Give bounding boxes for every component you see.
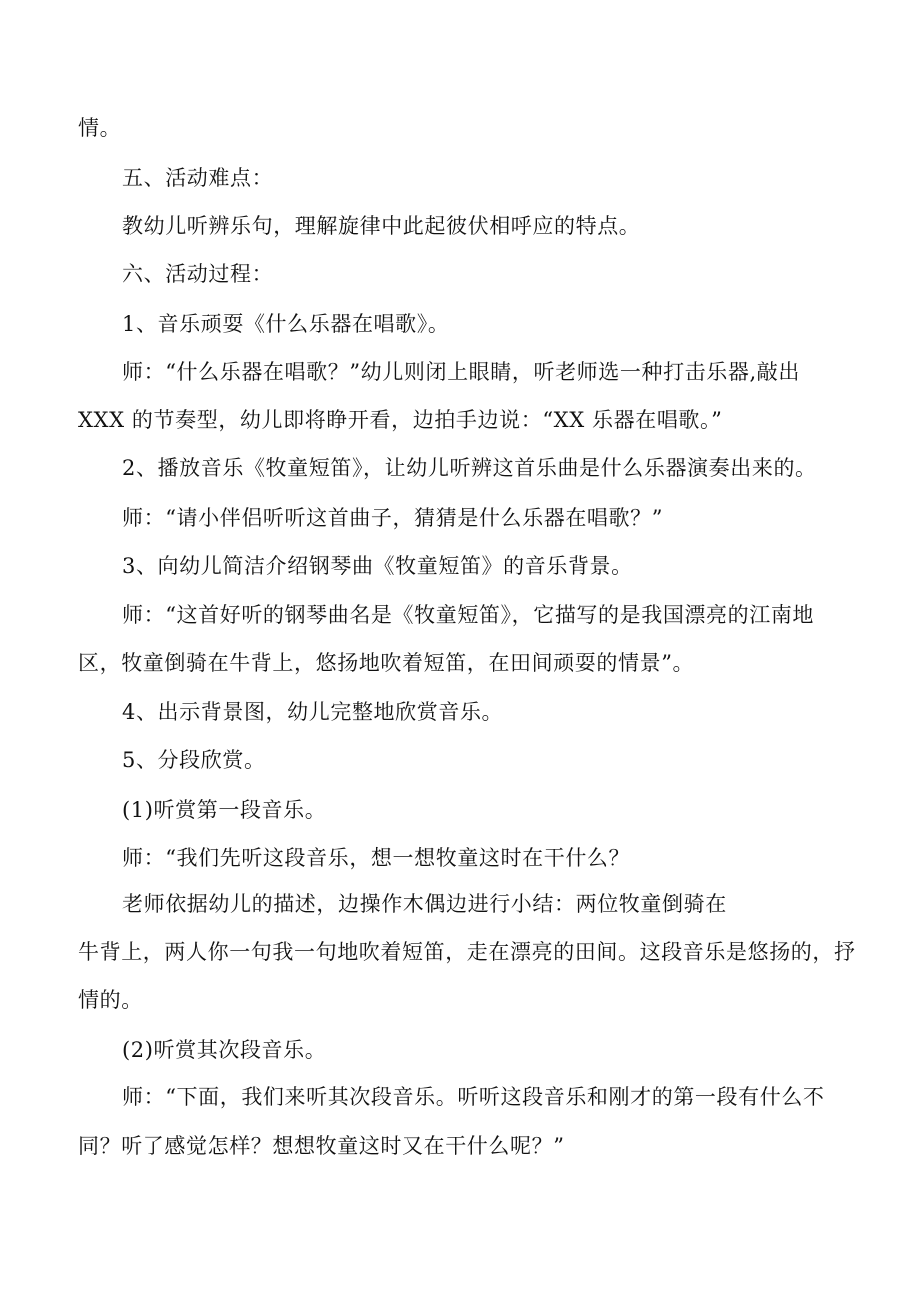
text-line: 情的。 <box>78 988 143 1012</box>
step-heading: 4、出示背景图，幼儿完整地欣赏音乐。 <box>122 700 504 724</box>
step-heading: 1、音乐顽耍《什么乐器在唱歌》。 <box>122 312 450 336</box>
text-line: 师：“请小伴侣听听这首曲子，猜猜是什么乐器在唱歌？” <box>122 506 664 530</box>
text-line: 师：“什么乐器在唱歌？”幼儿则闭上眼睛，听老师选一种打击乐器,敲出 <box>122 360 800 384</box>
text-line: 师：“我们先听这段音乐，想一想牧童这时在干什么？ <box>122 846 631 870</box>
sub-step-heading: (2)听赏其次段音乐。 <box>122 1038 327 1062</box>
text-line: 师：“这首好听的钢琴曲名是《牧童短笛》，它描写的是我国漂亮的江南地 <box>122 603 815 627</box>
text-line: 情。 <box>78 116 122 140</box>
text-line: 教幼儿听辨乐句，理解旋律中此起彼伏相呼应的特点。 <box>122 214 641 238</box>
text-line: XXX 的节奏型，幼儿即将睁开看，边拍手边说：“XX 乐器在唱歌。” <box>78 408 723 432</box>
text-line: 牛背上，两人你一句我一句地吹着短笛，走在漂亮的田间。这段音乐是悠扬的，抒 <box>78 940 856 964</box>
sub-step-heading: (1)听赏第一段音乐。 <box>122 798 327 822</box>
step-heading: 3、向幼儿简洁介绍钢琴曲《牧童短笛》的音乐背景。 <box>122 554 633 578</box>
step-heading: 5、分段欣赏。 <box>122 748 266 772</box>
step-heading: 2、播放音乐《牧童短笛》，让幼儿听辨这首乐曲是什么乐器演奏出来的。 <box>122 456 817 480</box>
text-line: 区，牧童倒骑在牛背上，悠扬地吹着短笛，在田间顽耍的情景”。 <box>78 651 695 675</box>
text-line: 师：“下面，我们来听其次段音乐。听听这段音乐和刚才的第一段有什么不 <box>122 1085 825 1109</box>
section-heading: 五、活动难点： <box>122 166 274 190</box>
section-heading: 六、活动过程： <box>122 262 274 286</box>
text-line: 老师依据幼儿的描述，边操作木偶边进行小结：两位牧童倒骑在 <box>122 892 727 916</box>
text-line: 同？听了感觉怎样？想想牧童这时又在干什么呢？” <box>78 1134 565 1158</box>
